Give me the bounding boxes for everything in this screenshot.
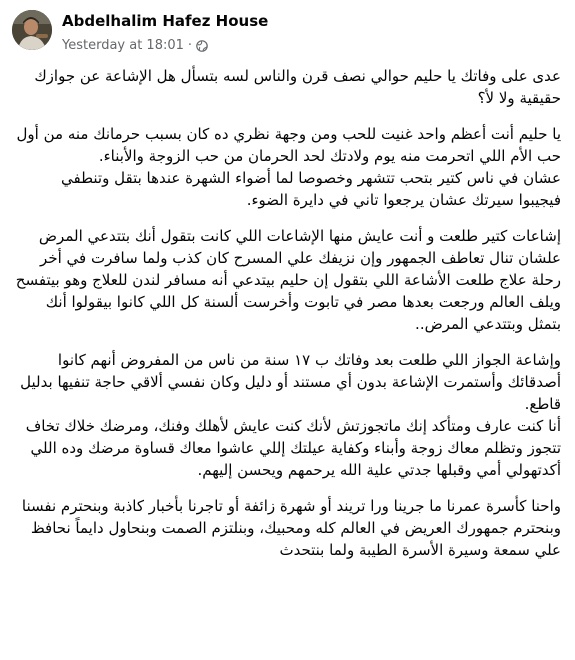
post-meta	[62, 38, 208, 53]
post-header	[12, 8, 563, 58]
post-paragraph: إشاعات كتير طلعت و أنت عايش منها الإشاعات اللي كانت بتقول أنك بتتدعي المرض علشان تنال تعاطف الجمهور وإن نزيفك علي المسرح كان كذب ولما سافرت في أخر رحلة علاج طلعت الأشاعة اللي بتقول إن حليم بيتدعي أنه مسافر لندن للعلاج وهو بيتفسح ويلف العالم ورجعت بعدها مصر في تابوت وأخرست ألسنة كل اللي كانوا بيقولوا أنك بتمثل وبتتدعي المرض..	[15, 227, 561, 333]
author-name[interactable]: Abdelhalim Hafez House	[62, 12, 269, 30]
post-paragraph: واحنا كأسرة عمرنا ما جرينا ورا تريند أو شهرة زائفة أو تاجرنا بأخبار كاذبة وبنحترم نفسنا وبنحترم جمهورك العريض في العالم كله ومحبيك، وبنلتزم الصمت وبنحاول دايماً نحافظ علي سمعة وسيرة الأسرة الطيبة ولما بنتحدث	[21, 497, 561, 559]
post-timestamp[interactable]: Yesterday at 18:01	[62, 38, 184, 53]
avatar[interactable]	[12, 10, 52, 50]
post-paragraph: عدى على وفاتك يا حليم حوالي نصف قرن والناس لسه بتسأل هل الإشاعة عن جوازك حقيقية ولا لأ؟	[34, 67, 561, 107]
post-paragraph: وإشاعة الجواز اللي طلعت بعد وفاتك ب ١٧ سنة من ناس من المفروض أنهم كانوا أصدقائك وأستمرت الإشاعة بدون أي مستند أو دليل وكان نفسي ألاقي حاجة تنفيها بدليل قاطع. أنا كنت عارف ومتأكد إنك ماتجوزتش لأنك كنت عايش لأهلك وفنك، ومرضك خلاك تخاف تتجوز وتظلم معاك زوجة وأبناء وكفاية عيلتك إللي عاشوا معاك قساوة مرضك وده اللي أكدتهولي أمي وقبلها جدتي علية الله يرحمهم ويحسن إليهم.	[20, 351, 561, 479]
post-body	[14, 65, 561, 575]
globe-icon[interactable]	[196, 40, 208, 52]
meta-separator: ·	[187, 38, 193, 53]
post-paragraph: يا حليم أنت أعظم واحد غنيت للحب ومن وجهة نظري ده كان بسبب حرمانك منه من أول حب الأم اللي اتحرمت منه يوم ولادتك لحد الحرمان من حب الزوجة والأبناء. عشان في ناس كتير بتحب تتشهر وخصوصا لما أضواء الشهرة عندها بتقل وتنطفي فيجيبوا سيرتك عشان يرجعوا تاني في دايرة الضوء.	[16, 125, 561, 209]
avatar-image	[12, 10, 52, 50]
